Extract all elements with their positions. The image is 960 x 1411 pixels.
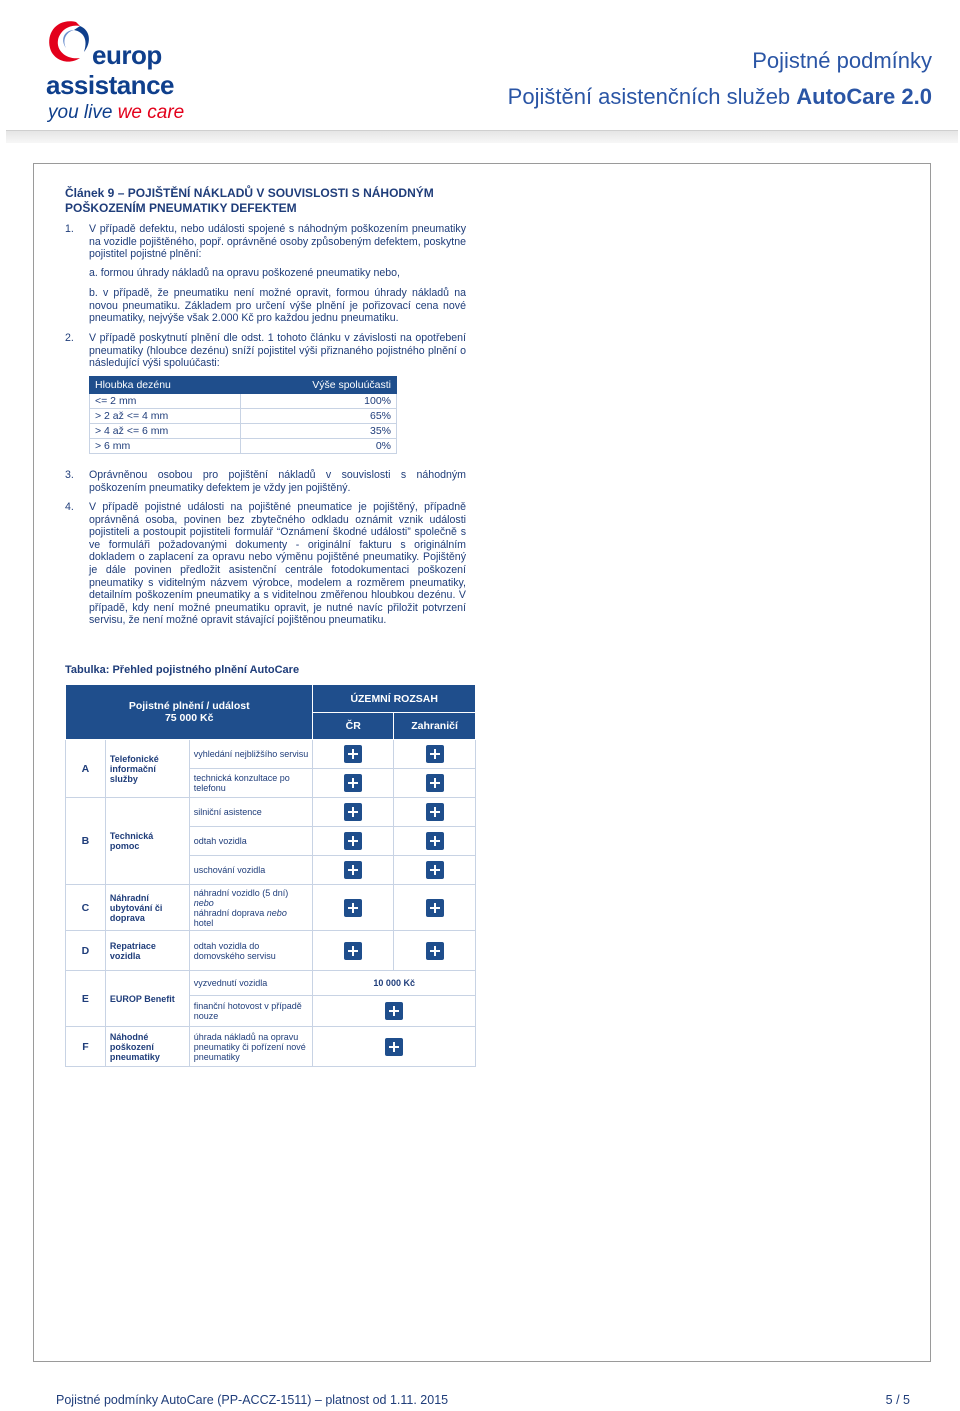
category-label: EUROP Benefit xyxy=(105,971,189,1027)
row-letter: A xyxy=(66,740,106,798)
logo-tagline: you live we care xyxy=(48,102,185,123)
plus-icon xyxy=(344,899,362,917)
table-cell: > 6 mm xyxy=(90,439,241,454)
plus-icon xyxy=(344,832,362,850)
paragraph-1: 1. V případě defektu, nebo události spojené s náhodným poškozením pneumatiky na vozidle pojištěného, popř. oprávněné osoby způsobeným defektem, poskytne pojistitel pojistné plnění: xyxy=(65,223,466,261)
plus-icon xyxy=(385,1002,403,1020)
header-abroad: Zahraničí xyxy=(394,713,476,740)
plus-icon xyxy=(426,832,444,850)
document-subtitle: Pojištění asistenčních služeb AutoCare 2.0 xyxy=(507,84,932,109)
table-row xyxy=(90,439,397,454)
category-label: Telefonické informační služby xyxy=(105,740,189,798)
row-letter: E xyxy=(66,971,106,1027)
table-cell: > 4 až <= 6 mm xyxy=(90,424,241,439)
paragraph-number: 4. xyxy=(65,501,74,513)
plus-icon xyxy=(426,861,444,879)
service-label: úhrada nákladů na opravu pneumatiky či pořízení nové pneumatiky xyxy=(189,1027,313,1067)
paragraph-number: 3. xyxy=(65,469,74,481)
category-label: Repatriace vozidla xyxy=(105,931,189,971)
paragraph-number: 2. xyxy=(65,332,74,344)
paragraph-1b: b. v případě, že pneumatiku není možné opravit, formou úhrady nákladů na novou pneumatiku. Základem pro určení výše plnění je pořizovací cena nové pneumatiky, nejvýše však 2.000 Kč pro každou jednu pneumatiku. xyxy=(89,287,466,325)
table-row xyxy=(66,798,476,827)
service-label: technická konzultace po telefonu xyxy=(189,769,313,798)
plus-icon xyxy=(426,745,444,763)
service-label: náhradní vozidlo (5 dní) nebo náhradní doprava nebo hotel xyxy=(189,885,313,931)
paragraph-number: 1. xyxy=(65,223,74,235)
table-row xyxy=(90,409,397,424)
overview-table-title: Tabulka: Přehled pojistného plnění AutoCare xyxy=(65,664,300,676)
table-cell: 0% xyxy=(240,439,396,454)
column-header: Hloubka dezénu xyxy=(90,377,241,394)
table-row xyxy=(66,1027,476,1067)
table-cell: <= 2 mm xyxy=(90,394,241,409)
paragraph-2: 2. V případě poskytnutí plnění dle odst. 1 tohoto článku v závislosti na opotřebení pneumatiky (hloubce dezénu) sníží pojistitel výši přiznaného pojistného plnění o následující výši spoluúčasti: xyxy=(65,332,466,370)
header-cr: ČR xyxy=(313,713,394,740)
row-letter: B xyxy=(66,798,106,885)
service-label: odtah vozidla do domovského servisu xyxy=(189,931,313,971)
service-label: vyzvednutí vozidla xyxy=(189,971,313,996)
page-number: 5 / 5 xyxy=(885,1393,910,1407)
plus-icon xyxy=(385,1038,403,1056)
logo-mark-icon xyxy=(44,18,94,66)
logo-text-assistance: assistance xyxy=(46,70,174,100)
service-label: finanční hotovost v případě nouze xyxy=(189,996,313,1027)
plus-icon xyxy=(344,942,362,960)
row-letter: D xyxy=(66,931,106,971)
row-letter: F xyxy=(66,1027,106,1067)
table-cell: 65% xyxy=(240,409,396,424)
plus-icon xyxy=(344,803,362,821)
category-label: Náhodné poškození pneumatiky xyxy=(105,1027,189,1067)
service-label: uschování vozidla xyxy=(189,856,313,885)
plus-icon xyxy=(426,803,444,821)
table-row xyxy=(66,740,476,769)
table-row xyxy=(66,971,476,996)
table-row xyxy=(66,931,476,971)
plus-icon xyxy=(344,861,362,879)
plus-icon xyxy=(344,745,362,763)
column-header: Výše spoluúčasti xyxy=(240,377,396,394)
plus-icon xyxy=(426,899,444,917)
benefit-limit: 10 000 Kč xyxy=(313,971,476,996)
table-row xyxy=(66,885,476,931)
table-cell: > 2 až <= 4 mm xyxy=(90,409,241,424)
logo-text-europ: europ xyxy=(92,40,162,70)
row-letter: C xyxy=(66,885,106,931)
service-label: odtah vozidla xyxy=(189,827,313,856)
header-territory: ÚZEMNÍ ROZSAH xyxy=(313,685,476,713)
coinsurance-table xyxy=(89,376,397,454)
paragraph-4: 4. V případě pojistné události na pojištěné pneumatice je pojištěný, případně oprávněná osoba, povinen bez zbytečného odkladu oznámit vznik události pojistiteli a postoupit pojistiteli formulář “Oznámení škodné události” společně s ve formuláři požadovanými dokumenty - originální fakturu s originálním dokladem o zaplacení za opravu nebo výměnu pojištěné pneumatiky. Pojištěný je dále povinen předložit asistenční centrále fotodokumentaci poškození pneumatiky s viditelným názvem výrobce, modelem a rozměrem pneumatiky, detailním poškozením pneumatiky a s viditelnou změřenou hloubkou dezénu. V případě, kdy není možné pneumatiku opravit, je nutné navíc přiložit potvrzení servisu, že není možné opravit stávající pojištěnou pneumatiku. xyxy=(65,501,466,627)
service-label: vyhledání nejbližšího servisu xyxy=(189,740,313,769)
table-row xyxy=(90,394,397,409)
document-title: Pojistné podmínky xyxy=(752,48,932,73)
paragraph-3: 3. Oprávněnou osobou pro pojištění nákladů v souvislosti s náhodným poškozením pneumatiky defektem je vždy jen pojištěný. xyxy=(65,469,466,494)
table-row xyxy=(90,424,397,439)
header-divider xyxy=(6,130,958,143)
article-title: Článek 9 – POJIŠTĚNÍ NÁKLADŮ V SOUVISLOSTI S NÁHODNÝM POŠKOZENÍM PNEUMATIKY DEFEKTEM xyxy=(65,186,434,215)
plus-icon xyxy=(426,942,444,960)
paragraph-1a: a. formou úhrady nákladů na opravu poškozené pneumatiky nebo, xyxy=(89,267,400,279)
service-label: silniční asistence xyxy=(189,798,313,827)
plus-icon xyxy=(344,774,362,792)
category-label: Technická pomoc xyxy=(105,798,189,885)
footer-document-info: Pojistné podmínky AutoCare (PP-ACCZ-1511) – platnost od 1.11. 2015 xyxy=(56,1393,449,1407)
table-cell: 100% xyxy=(240,394,396,409)
header-benefit: Pojistné plnění / událost 75 000 Kč xyxy=(66,685,313,740)
category-label: Náhradní ubytování či doprava xyxy=(105,885,189,931)
plus-icon xyxy=(426,774,444,792)
company-logo xyxy=(44,18,194,123)
table-cell: 35% xyxy=(240,424,396,439)
benefits-overview-table xyxy=(65,684,476,1067)
